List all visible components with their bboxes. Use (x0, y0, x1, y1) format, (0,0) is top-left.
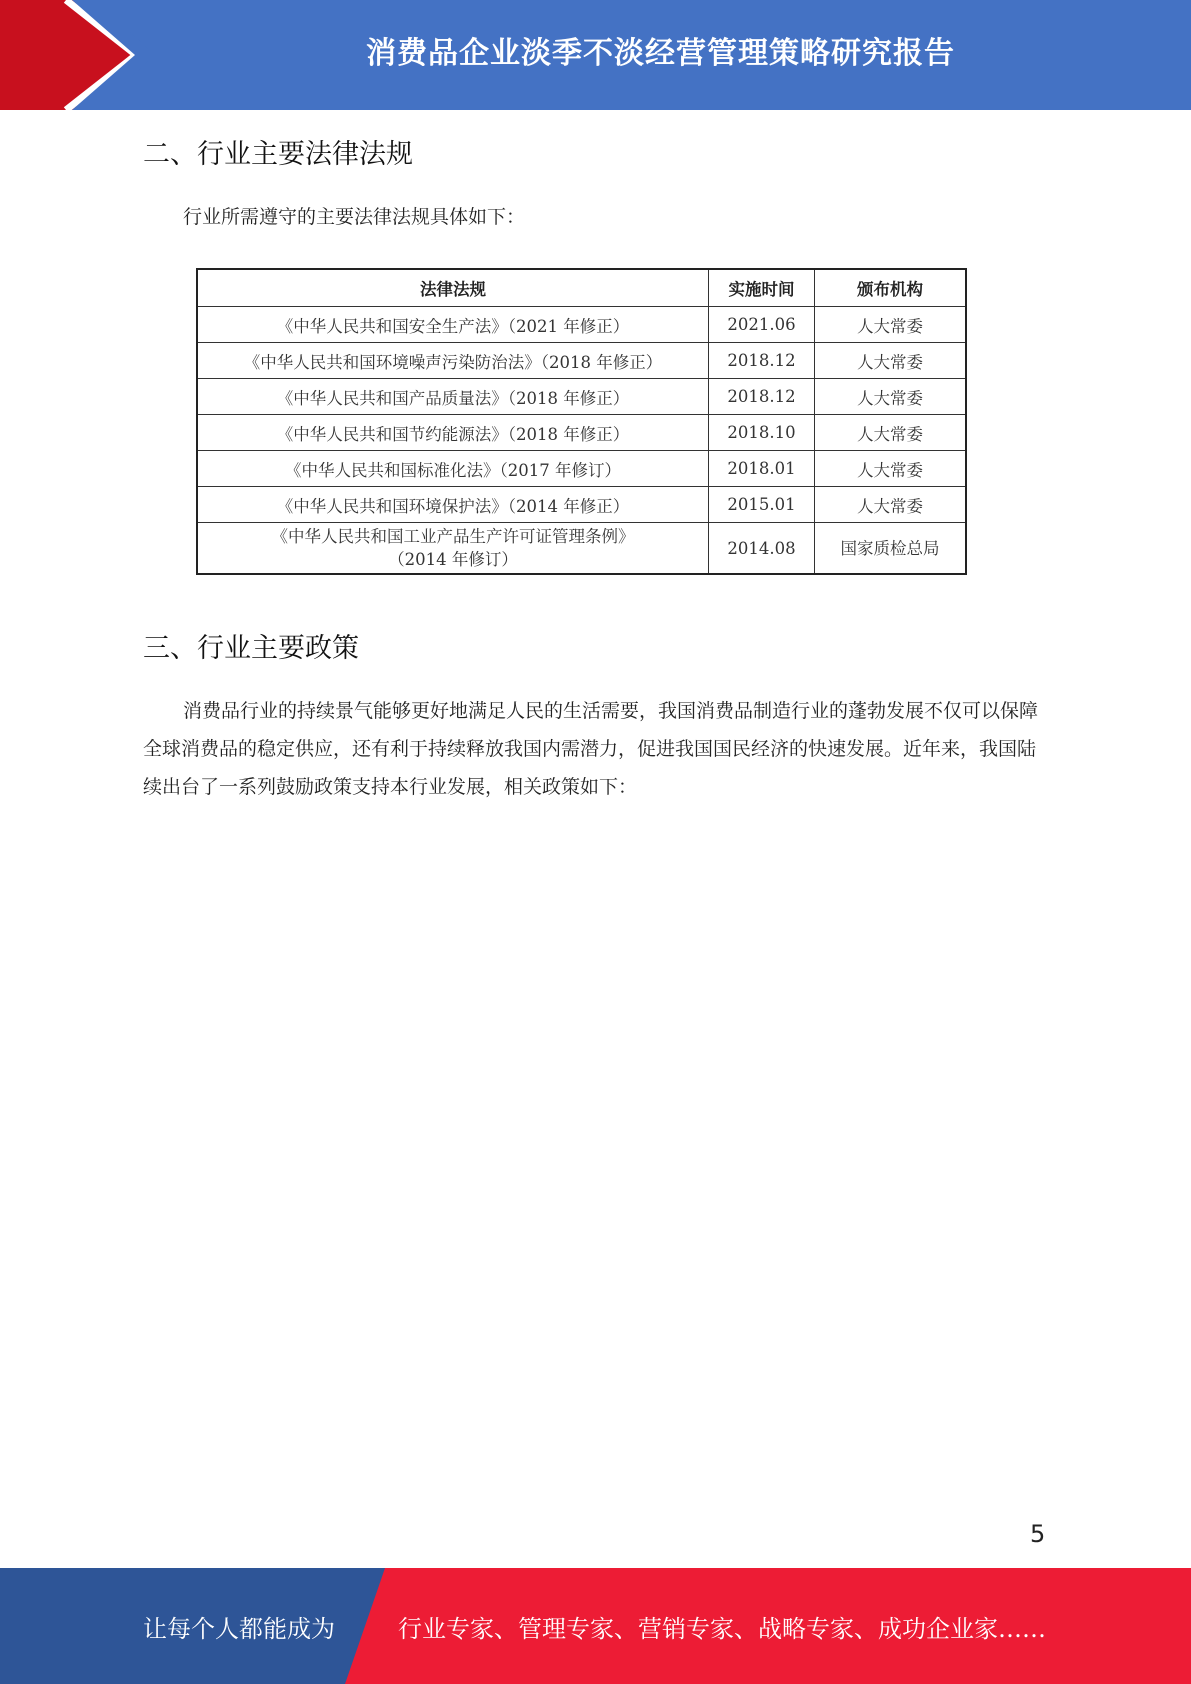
agency-cell: 国家质检总局 (814, 523, 966, 575)
agency-cell: 人大常委 (814, 343, 966, 379)
footer-slogan-right: 行业专家、管理专家、营销专家、战略专家、成功企业家…… (398, 1614, 1046, 1643)
effective-date-cell: 2021.06 (709, 307, 815, 343)
effective-date-cell: 2015.01 (709, 487, 815, 523)
header-red-chevron-decoration (0, 0, 160, 110)
page-number: 5 (1030, 1520, 1046, 1548)
header-banner (0, 0, 1191, 110)
table-row (197, 487, 966, 523)
section-heading-laws: 二、行业主要法律法规 (143, 139, 413, 170)
table-header-row (197, 269, 966, 307)
agency-cell: 人大常委 (814, 379, 966, 415)
effective-date-cell: 2018.10 (709, 415, 815, 451)
section-intro (143, 198, 1048, 236)
agency-cell: 人大常委 (814, 487, 966, 523)
agency-cell: 人大常委 (814, 307, 966, 343)
effective-date-cell: 2014.08 (709, 523, 815, 575)
law-name-cell (197, 523, 709, 575)
table-row (197, 523, 966, 575)
table-row (197, 415, 966, 451)
effective-date-cell: 2018.12 (709, 379, 815, 415)
section-heading-policies: 三、行业主要政策 (143, 633, 359, 664)
effective-date-cell: 2018.12 (709, 343, 815, 379)
footer-slogan-left: 让每个人都能成为 (143, 1614, 335, 1643)
section-paragraph-text: 消费品行业的持续景气能够更好地满足人民的生活需要，我国消费品制造行业的蓬勃发展不仅可以保障全球消费品的稳定供应，还有利于持续释放我国内需潜力，促进我国国民经济的快速发展。近年来，我国陆续出台了一系列鼓励政策支持本行业发展，相关政策如下： (143, 700, 1039, 798)
footer-banner (0, 1568, 1191, 1684)
table-row (197, 343, 966, 379)
column-header-law: 法律法规 (197, 269, 709, 307)
report-title: 消费品企业淡季不淡经营管理策略研究报告 (366, 36, 955, 71)
effective-date-cell: 2018.01 (709, 451, 815, 487)
law-name-cell: 《中华人民共和国环境保护法》（2014 年修正） (197, 487, 709, 523)
law-name-cell: 《中华人民共和国节约能源法》（2018 年修正） (197, 415, 709, 451)
table-row (197, 451, 966, 487)
law-name-cell: 《中华人民共和国安全生产法》（2021 年修正） (197, 307, 709, 343)
agency-cell: 人大常委 (814, 451, 966, 487)
column-header-agency: 颁布机构 (814, 269, 966, 307)
law-name-cell: 《中华人民共和国标准化法》（2017 年修订） (197, 451, 709, 487)
law-regulations-table (196, 268, 967, 575)
law-name-cell: 《中华人民共和国产品质量法》（2018 年修正） (197, 379, 709, 415)
section-intro-text: 行业所需遵守的主要法律法规具体如下： (183, 206, 526, 228)
law-name-line: 《中华人民共和国工业产品生产许可证管理条例》 (271, 527, 635, 546)
section-paragraph (143, 692, 1048, 806)
column-header-date: 实施时间 (709, 269, 815, 307)
law-name-cell: 《中华人民共和国环境噪声污染防治法》（2018 年修正） (197, 343, 709, 379)
agency-cell: 人大常委 (814, 415, 966, 451)
law-name-line: （2014 年修订） (388, 550, 518, 569)
table-row (197, 307, 966, 343)
table-row (197, 379, 966, 415)
